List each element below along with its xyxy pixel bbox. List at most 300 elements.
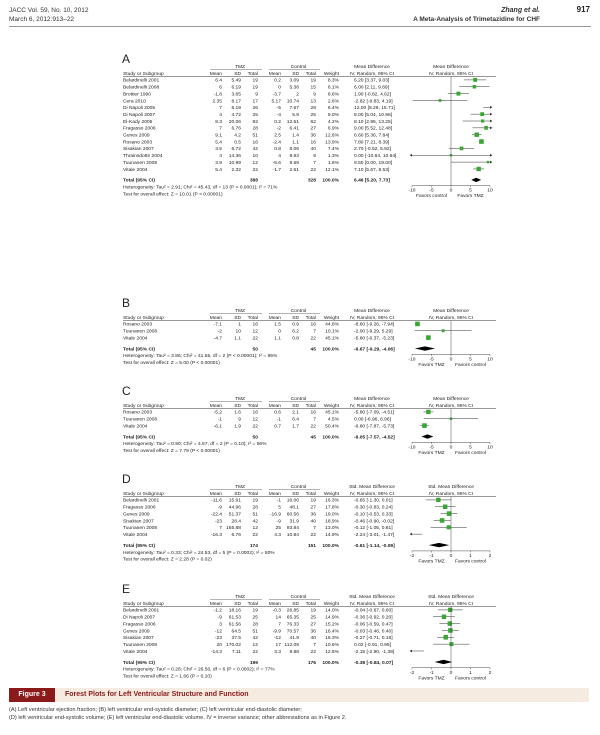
- x-tick-label: 2: [488, 670, 492, 676]
- mean1: 3: [219, 622, 222, 628]
- x-tick-label: 0: [449, 188, 453, 194]
- mean2: -4: [276, 112, 281, 118]
- col-header-mean1: Mean: [209, 315, 222, 321]
- mean1: -16.3: [210, 532, 222, 538]
- caption-line-2: (D) left ventricular end-systolic volume; (E) left ventricular end-diastolic volume. IV = inverse variance; other abbreviations as in Figure 2.: [9, 715, 347, 721]
- total1: 19: [252, 78, 258, 84]
- sd2: 8.88: [289, 649, 299, 655]
- favors-right-label: Favors control: [455, 362, 486, 368]
- running-authors: Zhang et al.: [501, 7, 540, 14]
- mean2: -9.9: [272, 629, 281, 635]
- col-header-total2: Total: [305, 491, 316, 497]
- sd2: 26.85: [286, 608, 299, 614]
- overall-effect-text: Test for overall effect: Z = 5.00 (P < 0.00001): [123, 361, 220, 367]
- mean1: -14.3: [210, 649, 222, 655]
- total2: 27: [310, 622, 316, 628]
- effect-square: [473, 85, 477, 89]
- x-tick-label: 2: [488, 553, 492, 559]
- weight: 14.0%: [325, 608, 339, 614]
- mean1: 3.5: [215, 147, 222, 153]
- study-name: Thrainsdottir 2004: [123, 154, 163, 160]
- effect-square: [479, 139, 484, 144]
- total1: 26: [252, 106, 258, 112]
- group1-header: TMZ: [234, 485, 246, 490]
- total2: 22: [310, 649, 316, 655]
- sd1: 64.5: [231, 629, 241, 635]
- ci-text: 0.00 [-6.96, 6.96]: [354, 417, 391, 423]
- effect-square: [449, 642, 453, 646]
- ci-text: -6.80 [-7.87, -5.73]: [354, 424, 395, 430]
- mean1: 5.4: [215, 140, 222, 146]
- total2: 7: [313, 642, 316, 648]
- col-header-mean1: Mean: [209, 491, 222, 497]
- ci-text: -0.27 [-0.71, 0.16]: [354, 636, 393, 642]
- mean1: 4: [219, 154, 222, 160]
- ci-text: -8.60 [-9.26, -7.94]: [354, 322, 395, 328]
- x-tick-label: 0: [449, 670, 453, 676]
- x-tick-label: -5: [429, 188, 434, 194]
- panel-label: E: [122, 582, 131, 596]
- ci-arrow: [410, 533, 412, 536]
- total-label: Total (95% CI): [123, 660, 155, 666]
- sd2: 112.09: [284, 642, 299, 648]
- favors-right-label: Favors control: [455, 450, 486, 456]
- sd1: 6.19: [231, 106, 241, 112]
- sd1: 37.5: [231, 636, 241, 642]
- col-header-mean1: Mean: [209, 71, 222, 77]
- study-name: Cera 2010: [123, 99, 146, 105]
- study-name: Fragasso 2006: [123, 126, 156, 132]
- total-n2: 176: [307, 660, 316, 666]
- journal-info: [9, 6, 89, 24]
- col-header-study: Study or Subgroup: [123, 601, 164, 607]
- effect-square: [426, 410, 430, 414]
- col-header-sd2: SD: [292, 601, 299, 607]
- weight: 12.6%: [325, 133, 339, 139]
- group1-header: TMZ: [234, 595, 246, 600]
- col-header-sd1: SD: [234, 315, 241, 321]
- sd1: 4.2: [234, 133, 241, 139]
- total1: 42: [252, 636, 258, 642]
- weight: 6.9%: [327, 126, 339, 132]
- weight: 16.4%: [325, 629, 339, 635]
- sd2: 5.38: [289, 85, 299, 91]
- weight: 50.4%: [325, 424, 339, 430]
- sd1: 6.76: [231, 126, 241, 132]
- total-n2: 328: [307, 178, 316, 184]
- study-name: Tuunanen 2008: [123, 417, 158, 423]
- sd1: 6.19: [231, 85, 241, 91]
- ci-text: 8.00 [5.04, 10.96]: [354, 112, 393, 118]
- ci-text: -0.03 [-0.46, 0.40]: [354, 629, 393, 635]
- effect-header-right: Std. Mean Difference: [428, 485, 474, 490]
- favors-left-label: Favors TMZ: [418, 559, 445, 565]
- col-header-sd2: SD: [292, 71, 299, 77]
- total2: 7: [313, 329, 316, 335]
- mean2: 0.8: [274, 147, 281, 153]
- sd1: 6.72: [231, 147, 241, 153]
- sd1: 10: [235, 329, 241, 335]
- figure-tag: Figure 3: [9, 688, 55, 702]
- mean2: -2: [276, 126, 281, 132]
- total-weight: 100.0%: [322, 660, 339, 666]
- total-ci: -6.67 [-9.29, -4.06]: [354, 347, 395, 353]
- col-header-mean1: Mean: [209, 403, 222, 409]
- total1: 28: [252, 622, 258, 628]
- weight: 14.9%: [325, 532, 339, 538]
- x-tick-label: -10: [408, 445, 416, 451]
- x-tick-label: 5: [469, 188, 472, 194]
- sd2: 5.9: [292, 112, 299, 118]
- sd1: 4.72: [231, 112, 241, 118]
- x-tick-label: -10: [408, 357, 416, 363]
- study-name: Belardinelli 2001: [123, 608, 160, 614]
- total2: 9: [313, 154, 316, 160]
- forest-panel-b: [0, 298, 600, 376]
- col-header-sd2: SD: [292, 315, 299, 321]
- col-header-total2: Total: [305, 403, 316, 409]
- col-header-total1: Total: [247, 491, 258, 497]
- overall-effect-text: Test for overall effect: Z = 2.28 (P = 0.02): [123, 557, 212, 563]
- mean1: 3.9: [215, 160, 222, 166]
- x-tick-label: -2: [409, 553, 415, 559]
- weight: 16.3%: [325, 498, 339, 504]
- x-tick-label: -10: [408, 188, 416, 194]
- weight: 14.9%: [325, 615, 339, 621]
- total1: 22: [252, 532, 258, 538]
- mean1: 9.1: [215, 133, 222, 139]
- col-header-ci-plot: IV, Random, 95% CI: [428, 403, 474, 409]
- total1: 19: [252, 498, 258, 504]
- col-header-ci: IV, Random, 95% CI: [349, 315, 395, 321]
- x-tick-label: -1: [429, 670, 434, 676]
- study-name: Rosano 2003: [123, 410, 153, 416]
- x-tick-label: -5: [429, 357, 434, 363]
- total1: 17: [252, 99, 258, 105]
- mean1: 6.4: [215, 78, 222, 84]
- mean1: -6.1: [213, 424, 222, 430]
- sd1: 61.53: [228, 615, 241, 621]
- study-name: Vitale 2004: [123, 649, 148, 655]
- ci-text: -0.06 [-0.59, 0.47]: [354, 622, 393, 628]
- x-tick-label: -2: [409, 670, 415, 676]
- sd1: 15.91: [228, 498, 241, 504]
- total1: 9: [255, 92, 258, 98]
- sd2: 16.06: [286, 498, 299, 504]
- col-header-total1: Total: [247, 601, 258, 607]
- x-tick-label: 10: [487, 445, 493, 451]
- study-name: Vitale 2004: [123, 336, 148, 342]
- sd2: 10.74: [286, 99, 299, 105]
- mean1: -1: [217, 417, 222, 423]
- favors-left-label: Favors control: [416, 194, 447, 200]
- group2-header: Control: [290, 309, 307, 314]
- sd1: 3.65: [231, 92, 241, 98]
- ci-text: -0.46 [-0.90, -0.02]: [354, 519, 395, 525]
- mean2: 4.3: [274, 532, 281, 538]
- col-header-mean2: Mean: [268, 403, 281, 409]
- effect-square: [484, 126, 488, 130]
- total1: 25: [252, 615, 258, 621]
- weight: 10.6%: [325, 642, 339, 648]
- sd2: 1.7: [292, 424, 299, 430]
- col-header-total1: Total: [247, 403, 258, 409]
- mean2: 0.6: [274, 410, 281, 416]
- ci-text: -0.65 [-1.30, 0.01]: [354, 498, 393, 504]
- col-header-weight: Weight: [323, 601, 339, 607]
- total2: 9: [313, 92, 316, 98]
- total-ci: -0.38 [-0.84, 0.07]: [354, 660, 394, 666]
- group2-header: Control: [290, 65, 307, 70]
- total-n1: 50: [252, 347, 258, 353]
- heterogeneity-text: Heterogeneity: Tau² = 0.90; Chi² = 4.57, df = 2 (P = 0.10); I² = 56%: [123, 442, 267, 448]
- col-header-sd1: SD: [234, 403, 241, 409]
- total2: 7: [313, 417, 316, 423]
- sd1: 9: [238, 417, 241, 423]
- weight: 18.9%: [325, 519, 339, 525]
- mean2: 7: [278, 622, 281, 628]
- ci-text: -0.04 [-0.67, 0.60]: [354, 608, 393, 614]
- panel-label: C: [122, 384, 131, 398]
- sd1: 7.11: [231, 649, 241, 655]
- date-line: March 6, 2012:913–22: [9, 16, 75, 23]
- effect-square: [480, 112, 484, 116]
- effect-square: [448, 608, 452, 612]
- effect-square: [475, 132, 479, 136]
- ci-text: -2.00 [-9.29, 5.29]: [354, 329, 393, 335]
- ci-text: 0.02 [-0.91, 0.95]: [354, 642, 391, 648]
- col-header-total1: Total: [247, 71, 258, 77]
- heterogeneity-text: Heterogeneity: Tau² = 0.33; Chi² = 24.53, df = 5 (P = 0.0002); I² = 80%: [123, 550, 275, 556]
- col-header-sd1: SD: [234, 71, 241, 77]
- total1: 25: [252, 112, 258, 118]
- mean2: 17: [275, 642, 281, 648]
- sd1: 165.88: [226, 526, 241, 532]
- ci-text: -2.24 [-3.01, -1.47]: [354, 532, 395, 538]
- study-name: Gunes 2009: [123, 512, 150, 518]
- favors-right-label: Favors control: [455, 676, 486, 682]
- weight: 13.9%: [325, 140, 339, 146]
- weight: 8.6%: [327, 92, 339, 98]
- weight: 19.0%: [325, 512, 339, 518]
- mean2: -5.6: [272, 160, 281, 166]
- sd1: 1.1: [234, 336, 241, 342]
- effect-square: [476, 167, 480, 171]
- weight: 13.0%: [325, 526, 339, 532]
- total1: 28: [252, 126, 258, 132]
- sd1: 0.5: [234, 140, 241, 146]
- effect-header-left: Std. Mean Difference: [349, 595, 395, 600]
- mean2: -5: [276, 106, 281, 112]
- mean1: 8.3: [215, 119, 222, 125]
- weight: 4.2%: [327, 119, 339, 125]
- weight: 45.1%: [325, 336, 339, 342]
- ci-text: 2.70 [-0.52, 5.92]: [354, 147, 391, 153]
- study-name: Sisakian 2007: [123, 147, 154, 153]
- mean2: 0.2: [274, 78, 281, 84]
- weight: 1.3%: [327, 154, 339, 160]
- sd1: 51.37: [228, 512, 241, 518]
- col-header-weight: Weight: [323, 71, 339, 77]
- favors-right-label: Favors control: [455, 559, 486, 565]
- sd1: 10.99: [228, 160, 241, 166]
- heterogeneity-text: Heterogeneity: Tau² = 3.86; Chi² = 41.55, df = 2 (P < 0.00001); I² = 95%: [123, 354, 278, 360]
- total1: 51: [252, 629, 258, 635]
- ci-text: 7.10 [5.67, 8.53]: [354, 167, 390, 173]
- effect-square: [447, 511, 452, 516]
- sd2: 65.35: [286, 615, 299, 621]
- study-name: Tuunanen 2008: [123, 526, 158, 532]
- favors-left-label: Favors TMZ: [418, 450, 445, 456]
- col-header-mean2: Mean: [268, 71, 281, 77]
- running-title: A Meta-Analysis of Trimetazidine for CHF: [413, 16, 540, 23]
- mean2: -12: [273, 636, 281, 642]
- sd2: 2.1: [292, 410, 299, 416]
- total2: 25: [310, 615, 316, 621]
- weight: 1.6%: [327, 160, 339, 166]
- col-header-mean2: Mean: [268, 491, 281, 497]
- page-number: 917: [576, 5, 590, 14]
- col-header-study: Study or Subgroup: [123, 315, 164, 321]
- caption-line-1: (A) Left ventricular ejection fraction; (B) left ventricular end-systolic diameter; (C) left ventricular end-diastolic diameter;: [9, 707, 302, 713]
- total1: 92: [252, 119, 258, 125]
- total-label: Total (95% CI): [123, 178, 155, 184]
- total-n1: 199: [249, 660, 258, 666]
- sd2: 31.9: [289, 519, 299, 525]
- effect-square: [460, 147, 464, 151]
- ci-text: -0.36 [-0.92, 0.20]: [354, 615, 393, 621]
- summary-diamond: [429, 543, 449, 547]
- weight: 8.0%: [327, 112, 339, 118]
- figure-caption: [9, 706, 589, 722]
- sd2: 2: [296, 92, 299, 98]
- mean2: -1.7: [272, 167, 281, 173]
- col-header-weight: Weight: [323, 491, 339, 497]
- figure-title: Forest Plots for Left Ventricular Structure and Function: [65, 691, 249, 698]
- col-header-weight: Weight: [323, 403, 339, 409]
- mean2: -16.9: [269, 512, 281, 518]
- mean1: -9: [217, 505, 222, 511]
- summary-diamond: [471, 178, 481, 182]
- group1-header: TMZ: [234, 309, 246, 314]
- total1: 42: [252, 519, 258, 525]
- col-header-mean1: Mean: [209, 601, 222, 607]
- sd1: 18.16: [228, 608, 241, 614]
- total2: 19: [310, 78, 316, 84]
- total-label: Total (95% CI): [123, 543, 155, 549]
- col-header-mean2: Mean: [268, 315, 281, 321]
- study-name: Di Napoli 2007: [123, 112, 156, 118]
- effect-square: [440, 518, 445, 523]
- sd1: 2.32: [231, 167, 241, 173]
- sd1: 20.06: [228, 119, 241, 125]
- mean1: -4.7: [213, 336, 222, 342]
- mean2: 4: [278, 154, 281, 160]
- summary-diamond: [415, 346, 435, 350]
- x-tick-label: 5: [469, 357, 472, 363]
- weight: 8.3%: [327, 78, 339, 84]
- mean1: -9: [217, 615, 222, 621]
- ci-arrow: [490, 126, 492, 129]
- running-head: [413, 6, 540, 24]
- sd2: 9.69: [289, 160, 299, 166]
- sd2: 76.33: [286, 622, 299, 628]
- sd2: 0.9: [292, 322, 299, 328]
- total2: 7: [313, 526, 316, 532]
- sd1: 28.4: [231, 519, 241, 525]
- weight: 6.1%: [327, 85, 339, 91]
- effect-square: [415, 322, 420, 327]
- sd2: 1.4: [292, 133, 299, 139]
- mean1: 2.35: [212, 99, 222, 105]
- ci-text: 12.00 [8.29, 15.71]: [354, 106, 395, 112]
- total2: 40: [310, 147, 316, 153]
- sd2: 1.1: [292, 140, 299, 146]
- ci-text: 6.20 [3.37, 9.03]: [354, 78, 390, 84]
- total2: 62: [310, 119, 316, 125]
- total1: 22: [252, 336, 258, 342]
- effect-header-left: Mean Difference: [354, 309, 390, 314]
- x-tick-label: 10: [487, 357, 493, 363]
- mean2: -2.4: [272, 140, 281, 146]
- weight: 45.1%: [325, 410, 339, 416]
- sd2: 8.06: [289, 147, 299, 153]
- col-header-total2: Total: [305, 315, 316, 321]
- total-n1: 388: [249, 178, 258, 184]
- effect-square: [443, 505, 447, 509]
- mean1: 20: [216, 642, 222, 648]
- panel-label: D: [122, 472, 131, 486]
- sd1: 5.49: [231, 78, 241, 84]
- x-tick-label: -5: [429, 445, 434, 451]
- mean2: -1: [276, 498, 281, 504]
- weight: 6.4%: [327, 106, 339, 112]
- group2-header: Control: [290, 485, 307, 490]
- effect-square: [487, 161, 489, 163]
- sd2: 6.4: [292, 417, 299, 423]
- total2: 36: [310, 133, 316, 139]
- x-tick-label: 0: [449, 445, 453, 451]
- study-name: Di Napoli 2005: [123, 106, 156, 112]
- study-name: Rosano 2003: [123, 140, 153, 146]
- header-rule: [9, 26, 591, 27]
- total2: 13: [310, 99, 316, 105]
- total1: 22: [252, 424, 258, 430]
- mean1: -23: [214, 636, 222, 642]
- study-name: Gunes 2009: [123, 133, 150, 139]
- ci-text: -5.80 [-7.09, -4.51]: [354, 410, 395, 416]
- mean2: -3.7: [272, 92, 281, 98]
- effect-square: [439, 99, 442, 102]
- weight: 2.6%: [327, 99, 339, 105]
- sd1: 44.96: [228, 505, 241, 511]
- col-header-ci-plot: IV, Random, 95% CI: [428, 601, 474, 607]
- mean1: -5.2: [213, 410, 222, 416]
- mean2: -0.3: [272, 608, 281, 614]
- col-header-weight: Weight: [323, 315, 339, 321]
- mean2: 2.5: [274, 133, 281, 139]
- weight: 4.5%: [327, 417, 339, 423]
- group2-header: Control: [290, 397, 307, 402]
- mean1: -23: [214, 519, 222, 525]
- total2: 22: [310, 336, 316, 342]
- effect-square: [436, 498, 440, 502]
- total-n2: 45: [310, 347, 316, 353]
- sd1: 8.17: [231, 99, 241, 105]
- sd1: 1.9: [234, 424, 241, 430]
- overall-effect-text: Test for overall effect: Z = 10.01 (P < 0.00001): [123, 192, 223, 198]
- mean1: -12: [214, 629, 222, 635]
